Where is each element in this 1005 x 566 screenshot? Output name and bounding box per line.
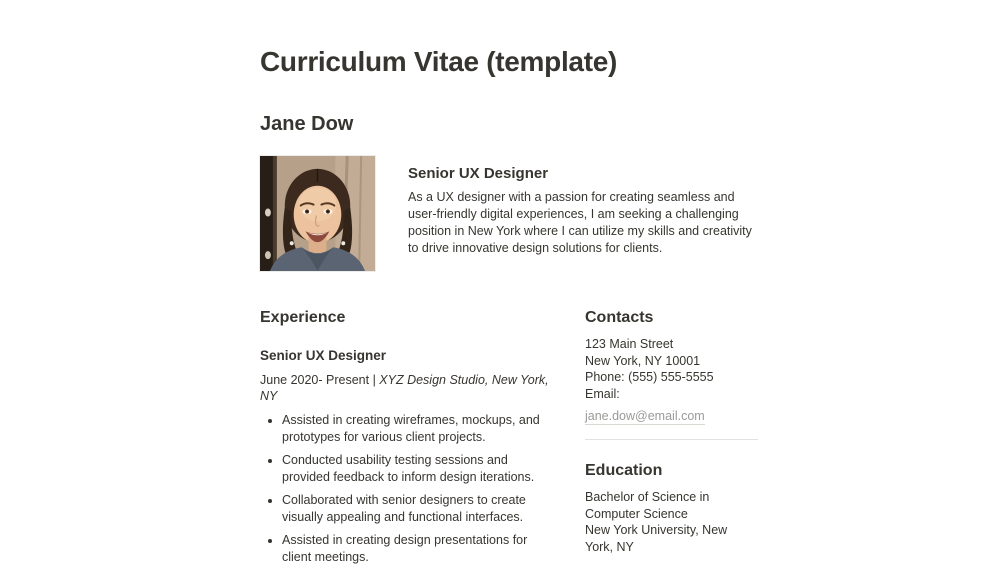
education-details (585, 489, 758, 555)
email-label: Email: (585, 386, 620, 401)
profile-summary: As a UX designer with a passion for creating seamless and user-friendly digital experiences, I am seeking a challenging position in New York where I can utilize my skills and creativity to drive innovative design solutions for clients. (408, 190, 752, 256)
phone-line: Phone: (555) 555-5555 (585, 370, 714, 385)
email-link[interactable]: jane.dow@email.com (585, 409, 705, 424)
job-date-range: June 2020- Present | (260, 373, 380, 388)
page-title: Curriculum Vitae (template) (260, 46, 618, 77)
address-line-2: New York, NY 10001 (585, 353, 701, 368)
education-heading: Education (585, 462, 663, 480)
two-column-section (260, 309, 760, 565)
job-company: XYZ Design Studio, New York, NY (260, 373, 549, 404)
profile-summary-block (408, 156, 758, 271)
job-meta (260, 372, 552, 404)
list-item: • Collaborated with senior designers to create visually appealing and functional interfaces. (282, 492, 552, 525)
list-item: • Assisted in creating wireframes, mockups, and prototypes for various client projects. (282, 412, 552, 445)
profile-section (260, 156, 760, 271)
cv-page (260, 0, 760, 565)
person-name: Jane Dow (260, 113, 354, 136)
job-title: Senior UX Designer (260, 348, 387, 364)
list-item: • Conducted usability testing sessions and provided feedback to inform design iterations. (282, 452, 552, 485)
contacts-column (585, 309, 758, 565)
address-line-1: 123 Main Street (585, 337, 674, 352)
contacts-heading: Contacts (585, 309, 654, 327)
experience-column (260, 309, 552, 565)
list-item: • Assisted in creating design presentations for client meetings. (282, 532, 552, 565)
school-line: New York University, New York, NY (585, 523, 728, 554)
duties-list (260, 412, 552, 565)
portrait-illustration (260, 156, 375, 271)
experience-heading: Experience (260, 309, 346, 327)
contact-details (585, 336, 758, 402)
role-heading: Senior UX Designer (408, 165, 549, 183)
profile-photo (260, 156, 375, 271)
degree-line: Bachelor of Science in Computer Science (585, 490, 710, 521)
section-divider (585, 439, 758, 440)
